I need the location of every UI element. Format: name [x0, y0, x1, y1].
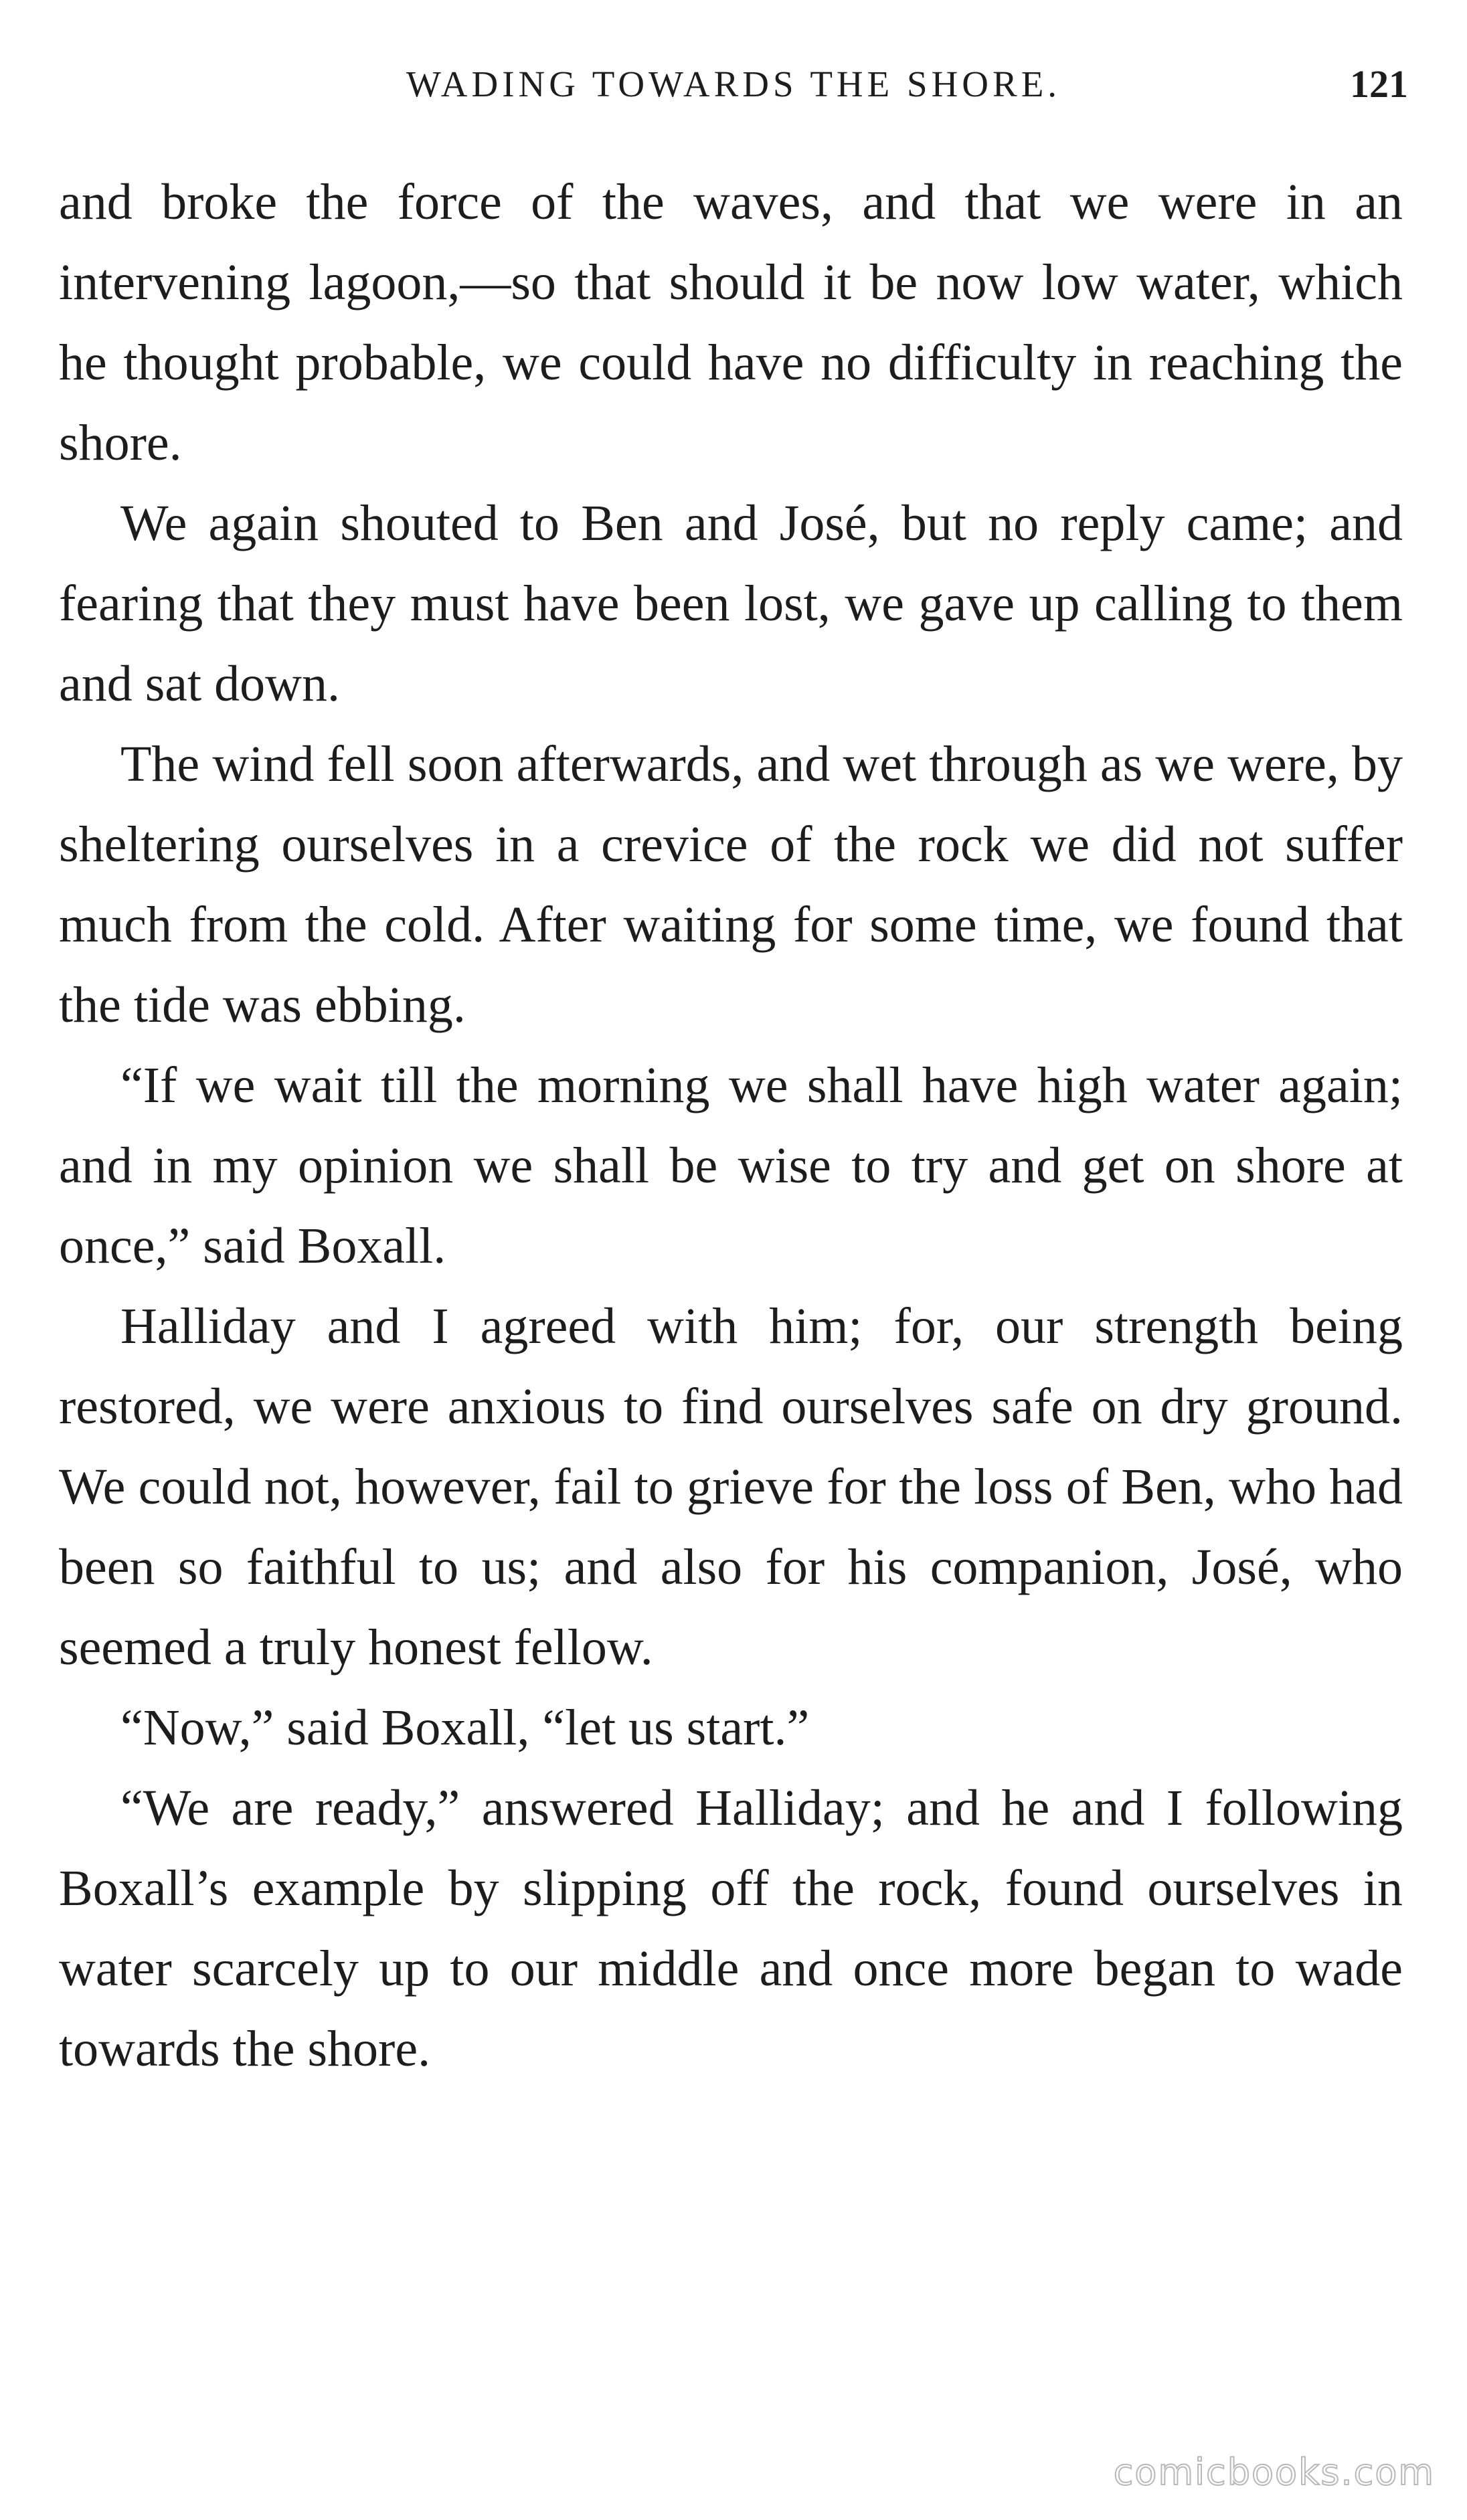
page-number: 121: [1350, 62, 1408, 106]
paragraph: “Now,” said Boxall, “let us start.”: [120, 1700, 810, 1756]
watermark: comicbooks.com: [1113, 2451, 1435, 2493]
running-title: WADING TOWARDS THE SHORE.: [406, 64, 1061, 104]
paragraph: “We are ready,” answered Halliday; and he and I following Boxall’s example by slipping off the rock, found ourselves in water scarcely up to our middle and once more began to wade towards the shore.: [59, 1780, 1403, 2077]
running-head: [59, 58, 1408, 111]
paragraph: Halliday and I agreed with him; for, our strength being restored, we were anxious to find ourselves safe on dry ground. We could not, however, fail to grieve for the loss of Ben, who had been so faithful to us; and also for his companion, José, who seemed a truly honest fellow.: [59, 1298, 1403, 1676]
paragraph: We again shouted to Ben and José, but no reply came; and fearing that they must have been lost, we gave up calling to them and sat down.: [59, 495, 1403, 712]
paragraph: The wind fell soon afterwards, and wet through as we were, by sheltering ourselves in a crevice of the rock we did not suffer much from the cold. After waiting for some time, we found that the tide was ebbing.: [59, 736, 1403, 1033]
paragraph: “If we wait till the morning we shall have high water again; and in my opinion we shall be wise to try and get on shore at once,” said Boxall.: [59, 1057, 1403, 1274]
body-text: [59, 162, 1403, 2089]
paragraph: and broke the force of the waves, and that we were in an intervening lagoon,—so that should it be now low water, which he thought probable, we could have no difficulty in reaching the shore.: [59, 174, 1403, 471]
